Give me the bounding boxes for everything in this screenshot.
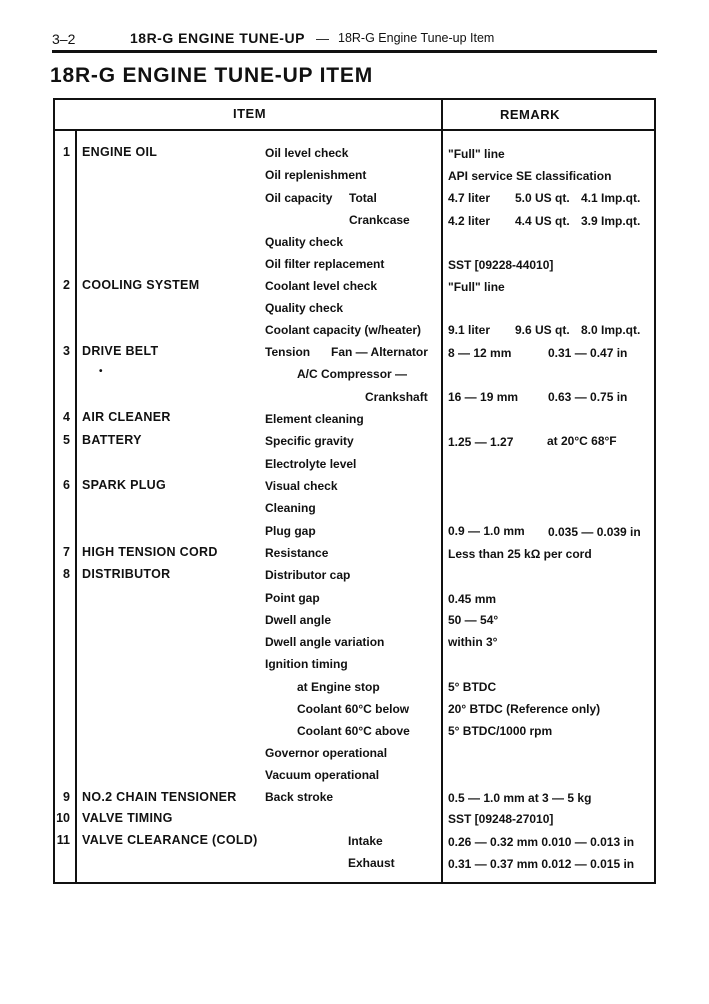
remark: Less than 25 kΩ per cord xyxy=(448,547,592,561)
remark: 0.5 — 1.0 mm at 3 — 5 kg xyxy=(448,791,592,805)
header-rule xyxy=(52,50,657,53)
item-name: DISTRIBUTOR xyxy=(82,567,171,581)
row-number: 7 xyxy=(63,545,70,559)
row-number: 9 xyxy=(63,790,70,804)
check-item: Governor operational xyxy=(265,746,388,760)
item-name: AIR CLEANER xyxy=(82,410,171,424)
check-item: Specific gravity xyxy=(265,434,354,448)
check-item: Element cleaning xyxy=(265,412,364,426)
item-name: NO.2 CHAIN TENSIONER xyxy=(82,790,237,804)
remark: 9.6 US qt. xyxy=(515,323,570,337)
check-item: Ignition timing xyxy=(265,657,348,671)
check-item: Total xyxy=(349,191,377,205)
check-item: Distributor cap xyxy=(265,568,351,582)
remark: 4.2 liter xyxy=(448,214,491,228)
remark: 0.31 — 0.47 in xyxy=(548,346,628,360)
check-item: Tension xyxy=(265,345,311,359)
table-header-divider xyxy=(53,129,656,131)
row-number: 2 xyxy=(63,278,70,292)
remark: 0.45 mm xyxy=(448,592,497,606)
check-item: Point gap xyxy=(265,591,320,605)
remark: 4.1 Imp.qt. xyxy=(581,191,641,205)
check-item: Coolant 60°C below xyxy=(297,702,410,716)
remark: within 3° xyxy=(448,635,498,649)
page-title: 18R-G ENGINE TUNE-UP ITEM xyxy=(50,64,373,87)
remark: 1.25 — 1.27 xyxy=(448,435,514,449)
stray-mark: • xyxy=(99,366,103,377)
check-item: Back stroke xyxy=(265,790,334,804)
remark: 8.0 Imp.qt. xyxy=(581,323,641,337)
remark: API service SE classification xyxy=(448,169,612,183)
check-item: at Engine stop xyxy=(297,680,380,694)
remark: 3.9 Imp.qt. xyxy=(581,214,641,228)
item-name: VALVE CLEARANCE (COLD) xyxy=(82,833,258,847)
check-item: Plug gap xyxy=(265,524,316,538)
item-name: BATTERY xyxy=(82,433,142,447)
check-item: Fan — Alternator xyxy=(331,345,428,359)
check-item: Coolant level check xyxy=(265,279,378,293)
check-item: Dwell angle variation xyxy=(265,635,385,649)
item-name: DRIVE BELT xyxy=(82,344,159,358)
remark: 8 — 12 mm xyxy=(448,346,512,360)
remark: 0.035 — 0.039 in xyxy=(548,525,641,539)
check-item: Resistance xyxy=(265,546,329,560)
check-item: Vacuum operational xyxy=(265,768,380,782)
row-number: 4 xyxy=(63,410,70,424)
remark: at 20°C 68°F xyxy=(547,434,617,448)
check-item: Coolant capacity (w/heater) xyxy=(265,323,422,337)
item-name: HIGH TENSION CORD xyxy=(82,545,218,559)
check-item: Oil filter replacement xyxy=(265,257,385,271)
remark: 5° BTDC xyxy=(448,680,497,694)
check-item: Quality check xyxy=(265,301,344,315)
check-item: Visual check xyxy=(265,479,338,493)
remark: 0.63 — 0.75 in xyxy=(548,390,628,404)
check-item: Cleaning xyxy=(265,501,316,515)
item-name: VALVE TIMING xyxy=(82,811,173,825)
section-title: 18R-G ENGINE TUNE-UP xyxy=(130,30,305,46)
check-item: Quality check xyxy=(265,235,344,249)
item-name: ENGINE OIL xyxy=(82,145,158,159)
check-item: Exhaust xyxy=(348,856,395,870)
item-name: COOLING SYSTEM xyxy=(82,278,200,292)
remark: 50 — 54° xyxy=(448,613,499,627)
remark: SST [09228-44010] xyxy=(448,258,554,272)
remark: 16 — 19 mm xyxy=(448,390,519,404)
header-dash: — xyxy=(316,31,329,46)
check-item: Coolant 60°C above xyxy=(297,724,410,738)
remark: 5° BTDC/1000 rpm xyxy=(448,724,553,738)
section-subtitle: 18R-G Engine Tune-up Item xyxy=(338,31,495,45)
remark: 0.26 — 0.32 mm 0.010 — 0.013 in xyxy=(448,835,635,849)
remark: "Full" line xyxy=(448,280,505,294)
check-item: Intake xyxy=(348,834,383,848)
column-header-item: ITEM xyxy=(233,106,267,121)
remark: "Full" line xyxy=(448,147,505,161)
check-item: Oil replenishment xyxy=(265,168,367,182)
row-number: 11 xyxy=(56,833,70,847)
column-header-remark: REMARK xyxy=(500,107,561,122)
remark: SST [09248-27010] xyxy=(448,812,554,826)
row-number: 5 xyxy=(63,433,70,447)
remark-column-divider xyxy=(441,98,443,884)
check-item: A/C Compressor — xyxy=(297,367,408,381)
page-number: 3–2 xyxy=(52,31,76,47)
remark: 0.9 — 1.0 mm xyxy=(448,524,525,538)
item-name: SPARK PLUG xyxy=(82,478,167,492)
number-column-divider xyxy=(75,131,77,884)
check-item: Oil capacity xyxy=(265,191,333,205)
check-item: Crankcase xyxy=(349,213,410,227)
row-number: 1 xyxy=(63,145,70,159)
check-item: Dwell angle xyxy=(265,613,332,627)
remark: 0.31 — 0.37 mm 0.012 — 0.015 in xyxy=(448,857,635,871)
check-item: Crankshaft xyxy=(365,390,428,404)
row-number: 10 xyxy=(56,811,70,825)
remark: 4.4 US qt. xyxy=(515,214,570,228)
row-number: 8 xyxy=(63,567,70,581)
remark: 20° BTDC (Reference only) xyxy=(448,702,601,716)
remark: 9.1 liter xyxy=(448,323,491,337)
row-number: 6 xyxy=(63,478,70,492)
row-number: 3 xyxy=(63,344,70,358)
check-item: Oil level check xyxy=(265,146,349,160)
remark: 4.7 liter xyxy=(448,191,491,205)
check-item: Electrolyte level xyxy=(265,457,357,471)
remark: 5.0 US qt. xyxy=(515,191,570,205)
